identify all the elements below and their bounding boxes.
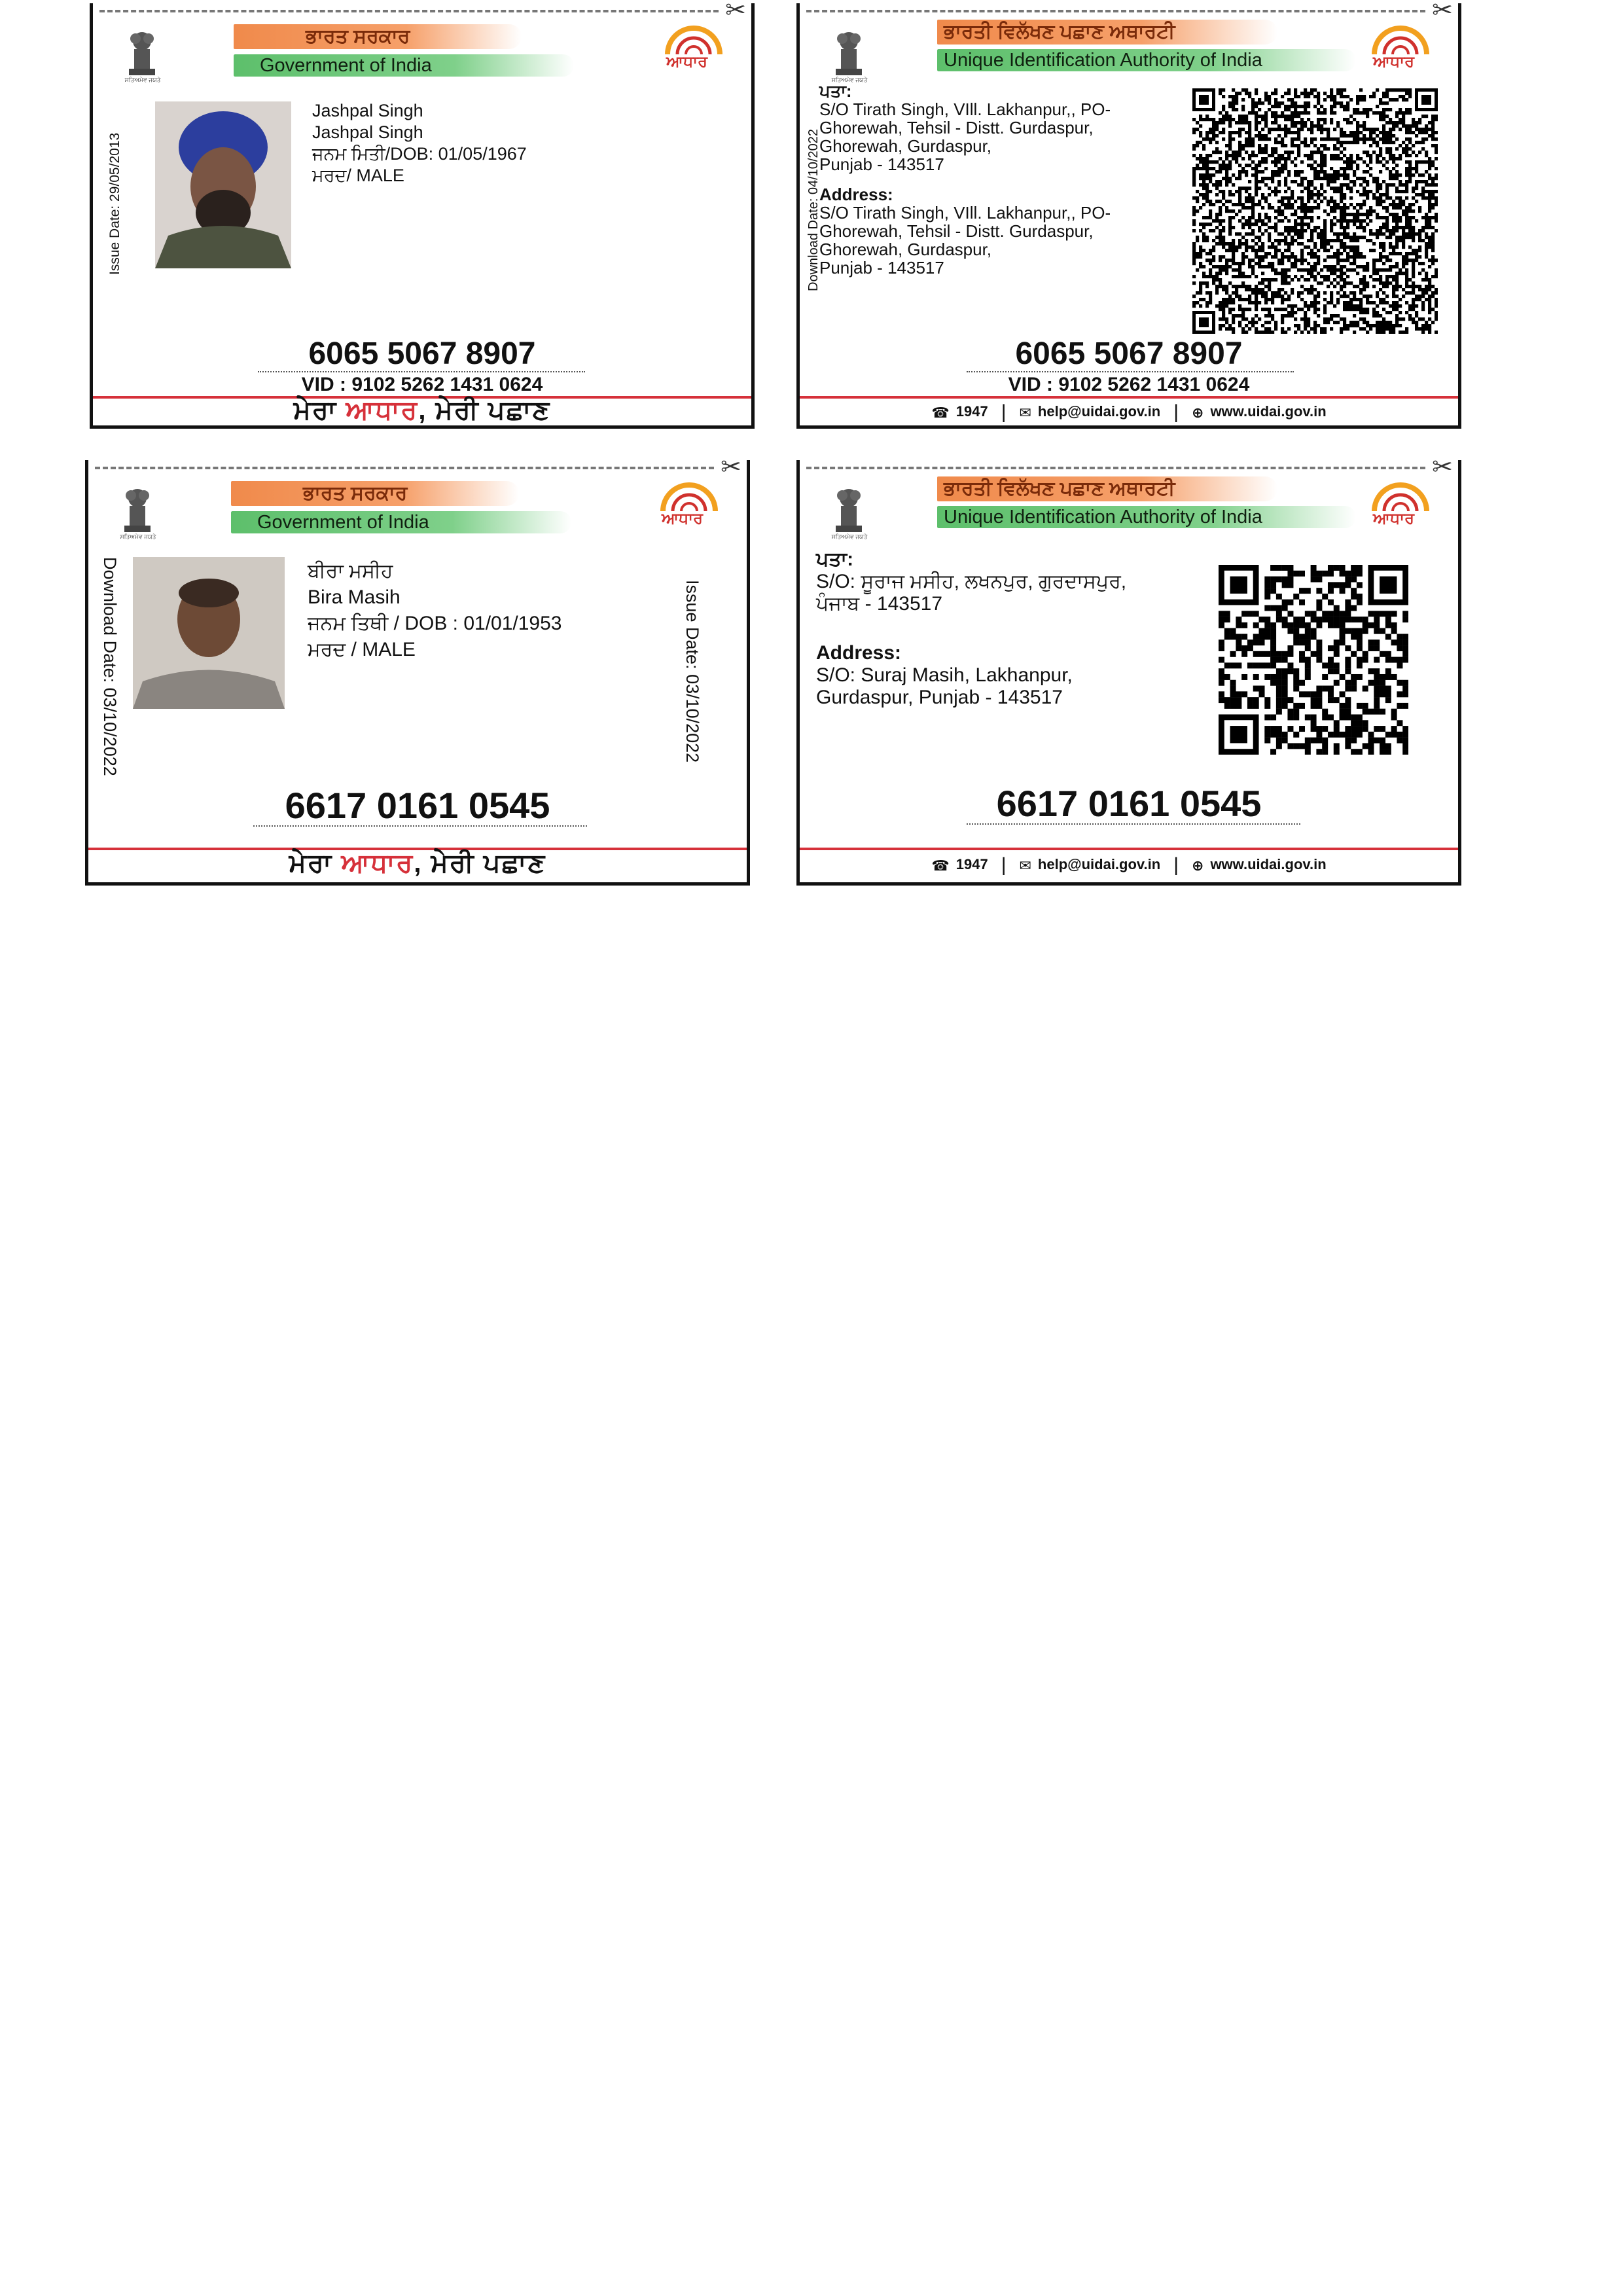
address-line: S/O: Suraj Masih, Lakhanpur, (816, 664, 1073, 686)
aadhaar-logo-text: ਆਧਾਰ (1373, 510, 1414, 528)
name-local: ਬੀਰਾ ਮਸੀਹ (308, 560, 393, 582)
virtual-id: VID : 9102 5262 1431 0624 (301, 374, 543, 395)
address-line: Gurdaspur, Punjab - 143517 (816, 687, 1063, 708)
address-line: Ghorewah, Gurdaspur, (819, 240, 992, 259)
mail-icon: ✉ (1019, 404, 1031, 421)
name-local: Jashpal Singh (312, 101, 423, 120)
slogan-part-2: , ਮੇਰੀ ਪਛਾਣ (418, 396, 551, 425)
number-underline (258, 371, 585, 372)
gender: ਮਰਦ/ MALE (312, 166, 404, 185)
contact-footer (800, 854, 1458, 876)
qr-code (1192, 88, 1438, 334)
emblem-caption: ਸਤਿਅਮੇਵ ਜਯਤੇ (124, 77, 161, 83)
uidai-local-banner: ਭਾਰਤੀ ਵਿਲੱਖਣ ਪਛਾਣ ਅਥਾਰਟੀ (937, 476, 1277, 501)
email: ✉ help@uidai.gov.in (1019, 403, 1161, 421)
aadhaar-sun-icon (1361, 16, 1440, 56)
aadhaar-logo (1361, 16, 1440, 82)
name-english: Bira Masih (308, 586, 401, 608)
divider-red (800, 848, 1458, 850)
date-of-birth: ਜਨਮ ਮਿਤੀ/DOB: 01/05/1967 (312, 144, 527, 164)
address-local (819, 82, 1111, 173)
address-label-local: ਪਤਾ: (819, 81, 852, 101)
slogan-part-1: ਮੇਰਾ (293, 396, 346, 425)
address-label-local: ਪਤਾ: (816, 548, 854, 570)
aadhaar-logo (650, 473, 728, 539)
cut-line (95, 467, 714, 469)
email: ✉ help@uidai.gov.in (1019, 856, 1161, 874)
slogan-part-aadhaar: ਆਧਾਰ (346, 396, 419, 425)
separator: | (1173, 401, 1179, 423)
aadhaar-logo-text: ਆਧਾਰ (662, 510, 703, 528)
gov-hindi-banner: ਭਾਰਤ ਸਰਕਾਰ (234, 24, 522, 49)
scissors-icon: ✂ (1432, 3, 1453, 24)
phone-icon: ☎ (931, 404, 950, 421)
holder-photo (133, 557, 285, 709)
address-line: Ghorewah, Gurdaspur, (819, 136, 992, 156)
uidai-english-banner: Unique Identification Authority of India (937, 49, 1356, 71)
name-english: Jashpal Singh (312, 122, 423, 142)
phone: ☎ 1947 (931, 856, 988, 874)
holder-photo (155, 101, 291, 268)
aadhaar-sun-icon (1361, 473, 1440, 512)
phone-icon: ☎ (931, 857, 950, 874)
aadhaar-number: 6065 5067 8907 (308, 336, 536, 371)
address-local (816, 548, 1126, 615)
divider-red (800, 396, 1458, 399)
address-line: Ghorewah, Tehsil - Distt. Gurdaspur, (819, 221, 1094, 241)
contact-footer (800, 401, 1458, 423)
cut-line (806, 467, 1425, 469)
state-emblem-icon (829, 23, 868, 82)
address-line: Punjab - 143517 (819, 154, 944, 174)
date-of-birth: ਜਨਮ ਤਿਥੀ / DOB : 01/01/1953 (308, 613, 562, 634)
separator: | (1001, 401, 1007, 423)
number-underline (253, 825, 587, 827)
separator: | (1173, 854, 1179, 876)
emblem-caption: ਸਤਿਅਮੇਵ ਜਯਤੇ (831, 533, 868, 540)
cut-line (806, 10, 1425, 12)
uidai-local-banner: ਭਾਰਤੀ ਵਿਲੱਖਣ ਪਛਾਣ ਅਥਾਰਟੀ (937, 20, 1277, 45)
gender: ਮਰਦ / MALE (308, 639, 416, 660)
mail-icon: ✉ (1019, 857, 1031, 874)
website: ⊕ www.uidai.gov.in (1192, 403, 1327, 421)
aadhaar-logo-text: ਆਧਾਰ (666, 53, 707, 71)
holder-details (312, 100, 527, 187)
scissors-icon: ✂ (721, 460, 741, 481)
aadhaar-logo-text: ਆਧਾਰ (1373, 53, 1414, 71)
qr-code (1219, 565, 1408, 755)
address-label-english: Address: (819, 185, 893, 204)
cut-line (99, 10, 719, 12)
globe-icon: ⊕ (1192, 404, 1204, 421)
slogan (88, 849, 747, 878)
address-line: Ghorewah, Tehsil - Distt. Gurdaspur, (819, 118, 1094, 137)
address-english (819, 185, 1111, 277)
slogan (93, 396, 751, 425)
aadhaar-sun-icon (654, 16, 733, 56)
issue-date: Issue Date: 29/05/2013 (107, 132, 122, 275)
address-line: Punjab - 143517 (819, 258, 944, 278)
slogan-part-1: ਮੇਰਾ (289, 849, 342, 878)
download-date: Download Date: 04/10/2022 (806, 129, 821, 291)
globe-icon: ⊕ (1192, 857, 1204, 874)
slogan-part-aadhaar: ਆਧਾਰ (341, 849, 414, 878)
aadhaar-logo (654, 16, 733, 82)
scissors-icon: ✂ (1432, 460, 1453, 481)
aadhaar-number: 6065 5067 8907 (1015, 336, 1243, 371)
aadhaar-number: 6617 0161 0545 (996, 783, 1262, 824)
state-emblem-icon (122, 23, 162, 82)
gov-english-banner: Government of India (234, 54, 574, 77)
aadhaar-logo (1361, 473, 1440, 539)
emblem-caption: ਸਤਿਅਮੇਵ ਜਯਤੇ (120, 533, 156, 540)
state-emblem-icon (829, 480, 868, 539)
aadhaar-sun-icon (650, 473, 728, 512)
slogan-part-2: , ਮੇਰੀ ਪਛਾਣ (414, 849, 546, 878)
address-line: ਪੰਜਾਬ - 143517 (816, 593, 943, 615)
emblem-caption: ਸਤਿਅਮੇਵ ਜਯਤੇ (831, 77, 868, 83)
website: ⊕ www.uidai.gov.in (1192, 856, 1327, 874)
virtual-id: VID : 9102 5262 1431 0624 (1008, 374, 1250, 395)
download-date: Download Date: 03/10/2022 (100, 557, 120, 776)
aadhaar-card-back-2 (796, 460, 1461, 886)
aadhaar-card-front-2 (85, 460, 750, 886)
gov-english-banner: Government of India (231, 511, 571, 533)
aadhaar-number: 6617 0161 0545 (285, 785, 550, 826)
number-underline (967, 823, 1300, 825)
state-emblem-icon (118, 480, 157, 539)
address-line: S/O Tirath Singh, VIll. Lakhanpur,, PO- (819, 99, 1111, 119)
separator: | (1001, 854, 1007, 876)
aadhaar-card-back-1 (796, 3, 1461, 429)
number-underline (967, 371, 1294, 372)
address-english (816, 642, 1073, 709)
address-line: S/O: ਸੂਰਾਜ ਮਸੀਹ, ਲਖਨਪੁਰ, ਗੁਰਦਾਸਪੁਰ, (816, 571, 1127, 592)
issue-date: Issue Date: 03/10/2022 (683, 580, 702, 763)
aadhaar-card-front-1 (90, 3, 755, 429)
gov-hindi-banner: ਭਾਰਤ ਸਰਕਾਰ (231, 481, 519, 506)
holder-details (308, 558, 562, 663)
uidai-english-banner: Unique Identification Authority of India (937, 506, 1356, 528)
address-label-english: Address: (816, 642, 902, 664)
address-line: S/O Tirath Singh, VIll. Lakhanpur,, PO- (819, 203, 1111, 223)
scissors-icon: ✂ (725, 3, 746, 24)
phone: ☎ 1947 (931, 403, 988, 421)
